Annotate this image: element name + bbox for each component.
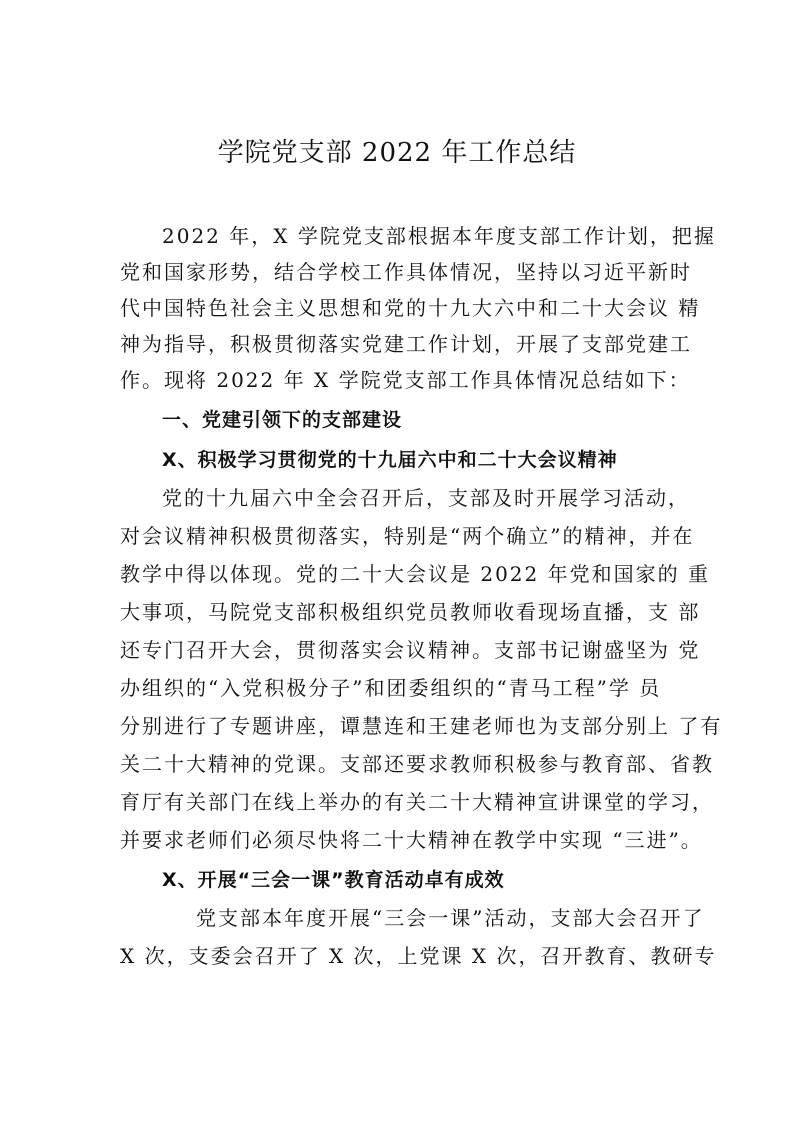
paragraph-line: 还专门召开大会，贯彻落实会议精神。支部书记谢盛坚为 党 [120, 638, 701, 662]
paragraph-line: 分别进行了专题讲座，谭慧连和王建老师也为支部分别上 了有 [120, 714, 723, 738]
paragraph-line: 关二十大精神的党课。支部还要求教师积极参与教育部、省教 [120, 752, 714, 776]
paragraph-line: 作。现将 2022 年 X 学院党支部工作具体情况总结如下： [120, 368, 691, 392]
paragraph-line: 党支部本年度开展“三会一课”活动，支部大会召开了 [196, 906, 705, 930]
paragraph-line: 育厅有关部门在线上举办的有关二十大精神宣讲课堂的学习， [120, 790, 714, 814]
section-heading: 一、党建引领下的支部建设 [162, 409, 403, 431]
paragraph-line: X 次，支委会召开了 X 次，上党课 X 次，召开教育、教研专 [120, 944, 717, 968]
paragraph-line: 对会议精神积极贯彻落实，特别是“两个确立”的精神，并在 [120, 524, 695, 548]
paragraph-line: 教学中得以体现。党的二十大会议是 2022 年党和国家的 重 [120, 562, 710, 586]
paragraph-line: 党的十九届六中全会召开后，支部及时开展学习活动， [162, 486, 690, 510]
paragraph-line: 办组织的“入党积极分子”和团委组织的“青马工程”学 员 [120, 676, 662, 700]
paragraph-line: 并要求老师们必须尽快将二十大精神在教学中实现 “三进”。 [120, 828, 703, 852]
paragraph-line: 党和国家形势，结合学校工作具体情况，坚持以习近平新时 [120, 260, 692, 284]
paragraph-line: 神为指导，积极贯彻落实党建工作计划，开展了支部党建工 [120, 332, 692, 356]
paragraph-line: 2022 年，X 学院党支部根据本年度支部工作计划，把握 [162, 224, 716, 248]
paragraph-line: 代中国特色社会主义思想和党的十九大六中和二十大会议 精 [120, 296, 701, 320]
subsection-heading: X、开展“三会一课”教育活动卓有成效 [162, 869, 505, 891]
subsection-heading: X、积极学习贯彻党的十九届六中和二十大会议精神 [162, 449, 618, 471]
paragraph-line: 大事项，马院党支部积极组织党员教师收看现场直播，支 部 [120, 600, 701, 624]
document-title: 学院党支部 2022 年工作总结 [217, 138, 577, 168]
